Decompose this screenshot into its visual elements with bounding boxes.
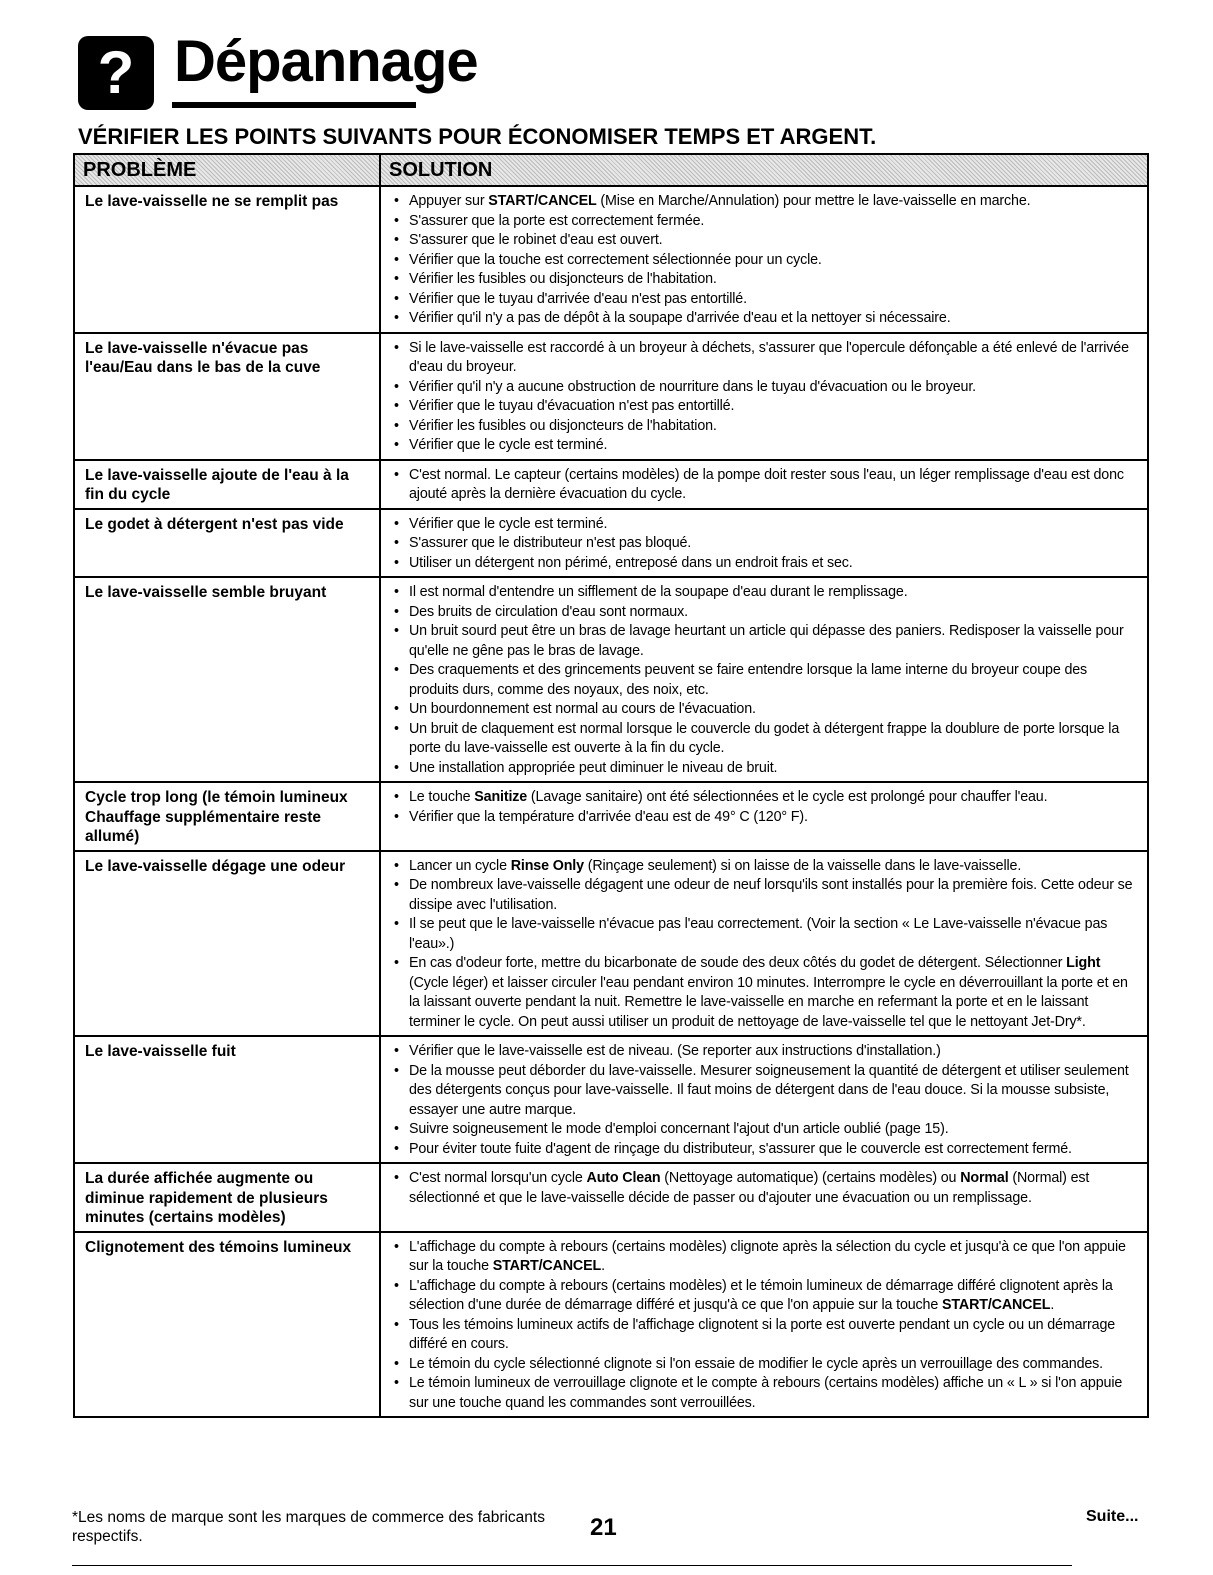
solution-text: Vérifier que le tuyau d'évacuation n'est pas entortillé. [409, 398, 735, 414]
solution-text: Si le lave-vaisselle est raccordé à un broyeur à déchets, s'assurer que l'opercule défonçable a été enlevé de l'arrivée d'eau du broyeur. [409, 339, 1129, 375]
solution-item [409, 1140, 1139, 1160]
solution-text: (Normal) est sélectionné et que le lave-vaisselle décide de passer ou d'ajouter une évacuation ou un remplissage. [409, 1170, 1090, 1206]
solution-cell [380, 186, 1148, 333]
solution-text: Le témoin lumineux de verrouillage clignote et le compte à rebours (certains modèles) affiche un « L » si l'on appuie sur une touche quand les commandes sont verrouillées. [409, 1375, 1123, 1411]
solution-text: De nombreux lave-vaisselle dégagent une odeur de neuf lorsqu'ils sont installés pour la première fois. Cette odeur se dissipe avec l'utilisation. [409, 877, 1133, 913]
solution-item [409, 857, 1139, 877]
solution-cell [380, 577, 1148, 782]
table-body [74, 186, 1148, 1417]
solution-item [409, 808, 1139, 828]
solution-item [409, 1355, 1139, 1375]
solution-text: S'assurer que le distributeur n'est pas bloqué. [409, 535, 692, 551]
solution-list [381, 783, 1147, 830]
solution-text: Pour éviter toute fuite d'agent de rinçage du distributeur, s'assurer que le couvercle est correctement fermé. [409, 1140, 1072, 1157]
solution-text: Vérifier que la température d'arrivée d'eau est de 49° C (120° F). [409, 808, 808, 825]
troubleshooting-table [73, 153, 1149, 1418]
solution-text: Appuyer sur [409, 193, 489, 209]
solution-text: Vérifier les fusibles ou disjoncteurs de l'habitation. [409, 417, 717, 434]
bold-keyword: Auto Clean [586, 1170, 661, 1186]
solution-text: . [601, 1258, 605, 1274]
solution-item [409, 212, 1139, 232]
solution-text: Utiliser un détergent non périmé, entreposé dans un endroit frais et sec. [409, 554, 853, 571]
solution-text: Le touche [409, 789, 475, 805]
solution-text: Vérifier qu'il n'y a aucune obstruction de nourriture dans le tuyau d'évacuation ou le broyeur. [409, 378, 976, 395]
solution-item [409, 720, 1139, 759]
table-row [74, 1036, 1148, 1163]
solution-list [381, 187, 1147, 332]
solution-item [409, 1120, 1139, 1140]
solution-item [409, 466, 1139, 505]
solution-item [409, 192, 1139, 212]
solution-text: Lancer un cycle [409, 857, 511, 874]
solution-list [381, 578, 1147, 781]
solution-text: S'assurer que la porte est correctement fermée. [409, 212, 705, 229]
solution-item [409, 700, 1139, 720]
page-subtitle: VÉRIFIER LES POINTS SUIVANTS POUR ÉCONOMISER TEMPS ET ARGENT. [78, 124, 877, 149]
solution-text: (Cycle léger) et laisser circuler l'eau pendant environ 10 minutes. Interrompre le cycle en déverrouillant la porte et en la laissant ouverte pendant la nuit. Remettre le lave-vaisselle en marche en refermant la porte et en le laissant terminer le cycle. On peut aussi utiliser un produit de nettoyage de lave-vaisselle tel que le nettoyant Jet-Dry*. [409, 974, 1128, 1030]
solution-text: (Lavage sanitaire) ont été sélectionnées et le cycle est prolongé pour chauffer l'eau. [527, 789, 1048, 805]
page-number: 21 [590, 1514, 617, 1541]
solution-text: Vérifier que le cycle est terminé. [409, 515, 608, 532]
column-header-problem: PROBLÈME [74, 154, 380, 186]
solution-item [409, 436, 1139, 456]
solution-item [409, 1169, 1139, 1208]
bold-keyword: START/CANCEL [492, 1258, 602, 1274]
solution-text: C'est normal. Le capteur (certains modèles) de la pompe doit rester sous l'eau, un léger remplissage d'eau est donc ajouté après la dernière évacuation du cycle. [409, 466, 1124, 502]
solution-item [409, 397, 1139, 417]
bold-keyword: START/CANCEL [941, 1297, 1051, 1313]
table-row [74, 333, 1148, 460]
solution-item [409, 876, 1139, 915]
solution-text: Suivre soigneusement le mode d'emploi concernant l'ajout d'un article oublié (page 15). [409, 1121, 949, 1137]
table-row [74, 186, 1148, 333]
solution-item [409, 251, 1139, 271]
solution-text: Un bruit de claquement est normal lorsque le couvercle du godet à détergent frappe la doublure de porte lorsque la porte du lave-vaisselle est ouverte à la fin du cycle. [409, 720, 1120, 756]
solution-text: . [1050, 1297, 1055, 1313]
solution-text: (Mise en Marche/Annulation) pour mettre le lave-vaisselle en marche. [596, 193, 1031, 209]
problem-cell: Le lave-vaisselle dégage une odeur [74, 851, 380, 1037]
problem-cell: La durée affichée augmente ou diminue rapidement de plusieurs minutes (certains modèles) [74, 1163, 380, 1232]
solution-item [409, 622, 1139, 661]
solution-item [409, 1238, 1139, 1277]
solution-text: Vérifier les fusibles ou disjoncteurs de l'habitation. [409, 271, 717, 287]
table-row [74, 782, 1148, 851]
continued-label: Suite... [1086, 1508, 1139, 1525]
title-underline [172, 102, 416, 108]
solution-item [409, 290, 1139, 310]
solution-text: Vérifier que le cycle est terminé. [409, 437, 608, 453]
solution-item [409, 759, 1139, 779]
table-row [74, 577, 1148, 782]
solution-item [409, 270, 1139, 290]
solution-text: (Nettoyage automatique) (certains modèles) ou [660, 1170, 961, 1186]
solution-text: Il se peut que le lave-vaisselle n'évacue pas l'eau correctement. (Voir la section « Le Lave-vaisselle n'évacue pas l'eau».) [409, 916, 1108, 952]
solution-list [381, 1164, 1147, 1211]
solution-list [381, 1233, 1147, 1417]
solution-list [381, 1037, 1147, 1162]
problem-cell: Clignotement des témoins lumineux [74, 1232, 380, 1418]
solution-item [409, 788, 1139, 808]
solution-item [409, 378, 1139, 398]
solution-cell [380, 509, 1148, 578]
solution-cell [380, 333, 1148, 460]
solution-cell [380, 1036, 1148, 1163]
table-row [74, 1232, 1148, 1418]
solution-text: C'est normal lorsqu'un cycle [409, 1170, 587, 1186]
table-row [74, 1163, 1148, 1232]
solution-cell [380, 460, 1148, 509]
solution-text: De la mousse peut déborder du lave-vaisselle. Mesurer soigneusement la quantité de détergent et utiliser seulement des détergents conçus pour lave-vaisselle. Il faut moins de détergent dans de l'eau douce. Si la mousse subsiste, essayer une autre marque. [409, 1062, 1129, 1118]
solution-text: Vérifier que le tuyau d'arrivée d'eau n'est pas entortillé. [409, 290, 747, 307]
solution-item [409, 1316, 1139, 1355]
solution-item [409, 339, 1139, 378]
solution-text: Un bourdonnement est normal au cours de l'évacuation. [409, 701, 756, 717]
page-title: Dépannage [174, 29, 478, 94]
solution-cell [380, 1163, 1148, 1232]
solution-item [409, 603, 1139, 623]
bottom-rule [72, 1565, 1072, 1566]
solution-list [381, 461, 1147, 508]
solution-item [409, 534, 1139, 554]
bold-keyword: Sanitize [474, 789, 528, 805]
solution-text: Vérifier que le lave-vaisselle est de niveau. (Se reporter aux instructions d'installation.) [409, 1043, 941, 1059]
solution-item [409, 417, 1139, 437]
problem-cell: Cycle trop long (le témoin lumineux Chauffage supplémentaire reste allumé) [74, 782, 380, 851]
table-row [74, 851, 1148, 1037]
solution-text: Un bruit sourd peut être un bras de lavage heurtant un article qui dépasse des paniers. Redisposer la vaisselle pour qu'elle ne gêne pas le bras de lavage. [409, 623, 1124, 659]
solution-item [409, 231, 1139, 251]
problem-cell: Le lave-vaisselle fuit [74, 1036, 380, 1163]
problem-cell: Le lave-vaisselle ajoute de l'eau à la fin du cycle [74, 460, 380, 509]
solution-text: En cas d'odeur forte, mettre du bicarbonate de soude des deux côtés du godet de détergent. Sélectionner [409, 955, 1067, 971]
solution-cell [380, 782, 1148, 851]
bold-keyword: START/CANCEL [488, 193, 597, 209]
solution-text: L'affichage du compte à rebours (certains modèles) et le témoin lumineux de démarrage différé clignotent après la sélection d'une durée de démarrage différé et jusqu'à ce que l'on appuie sur la touche [409, 1277, 1113, 1313]
solution-text: Le témoin du cycle sélectionné clignote si l'on essaie de modifier le cycle après un verrouillage des commandes. [409, 1355, 1104, 1372]
solution-list [381, 334, 1147, 459]
problem-cell: Le lave-vaisselle semble bruyant [74, 577, 380, 782]
solution-item [409, 309, 1139, 329]
solution-item [409, 661, 1139, 700]
bold-keyword: Rinse Only [510, 857, 584, 874]
solution-text: Tous les témoins lumineux actifs de l'affichage clignotent si la porte est ouverte pendant un cycle ou un démarrage différé en cours. [409, 1316, 1116, 1352]
solution-list [381, 852, 1147, 1036]
solution-text: S'assurer que le robinet d'eau est ouvert. [409, 232, 663, 248]
column-header-solution: SOLUTION [380, 154, 1148, 186]
footnote: *Les noms de marque sont les marques de commerce des fabricants respectifs. [72, 1509, 545, 1545]
solution-text: Des bruits de circulation d'eau sont normaux. [409, 603, 688, 620]
solution-text: Des craquements et des grincements peuvent se faire entendre lorsque la lame interne du broyeur coupe des produits durs, comme des noyaux, des noix, etc. [409, 662, 1088, 698]
solution-text: Vérifier que la touche est correctement sélectionnée pour un cycle. [409, 251, 822, 268]
solution-item [409, 954, 1139, 1032]
solution-list [381, 510, 1147, 577]
solution-text: (Rinçage seulement) si on laisse de la vaisselle dans le lave-vaisselle. [583, 857, 1022, 874]
solution-item [409, 1277, 1139, 1316]
solution-item [409, 1042, 1139, 1062]
problem-cell: Le godet à détergent n'est pas vide [74, 509, 380, 578]
solution-text: Une installation appropriée peut diminuer le niveau de bruit. [409, 759, 778, 776]
table-row [74, 460, 1148, 509]
problem-cell: Le lave-vaisselle ne se remplit pas [74, 186, 380, 333]
solution-item [409, 1374, 1139, 1413]
bold-keyword: Light [1066, 955, 1101, 971]
solution-item [409, 515, 1139, 535]
bold-keyword: Normal [960, 1170, 1009, 1186]
solution-item [409, 915, 1139, 954]
problem-cell: Le lave-vaisselle n'évacue pas l'eau/Eau dans le bas de la cuve [74, 333, 380, 460]
table-header-row [74, 154, 1148, 186]
solution-item [409, 554, 1139, 574]
solution-item [409, 1062, 1139, 1121]
table-row [74, 509, 1148, 578]
solution-item [409, 583, 1139, 603]
solution-text: L'affichage du compte à rebours (certains modèles) clignote après la sélection du cycle et jusqu'à ce que l'on appuie sur la touche [409, 1238, 1126, 1274]
question-mark-icon: ? [78, 36, 154, 110]
solution-text: Il est normal d'entendre un sifflement de la soupape d'eau durant le remplissage. [409, 584, 908, 600]
solution-text: Vérifier qu'il n'y a pas de dépôt à la soupape d'arrivée d'eau et la nettoyer si nécessaire. [409, 310, 951, 326]
solution-cell [380, 1232, 1148, 1418]
solution-cell [380, 851, 1148, 1037]
